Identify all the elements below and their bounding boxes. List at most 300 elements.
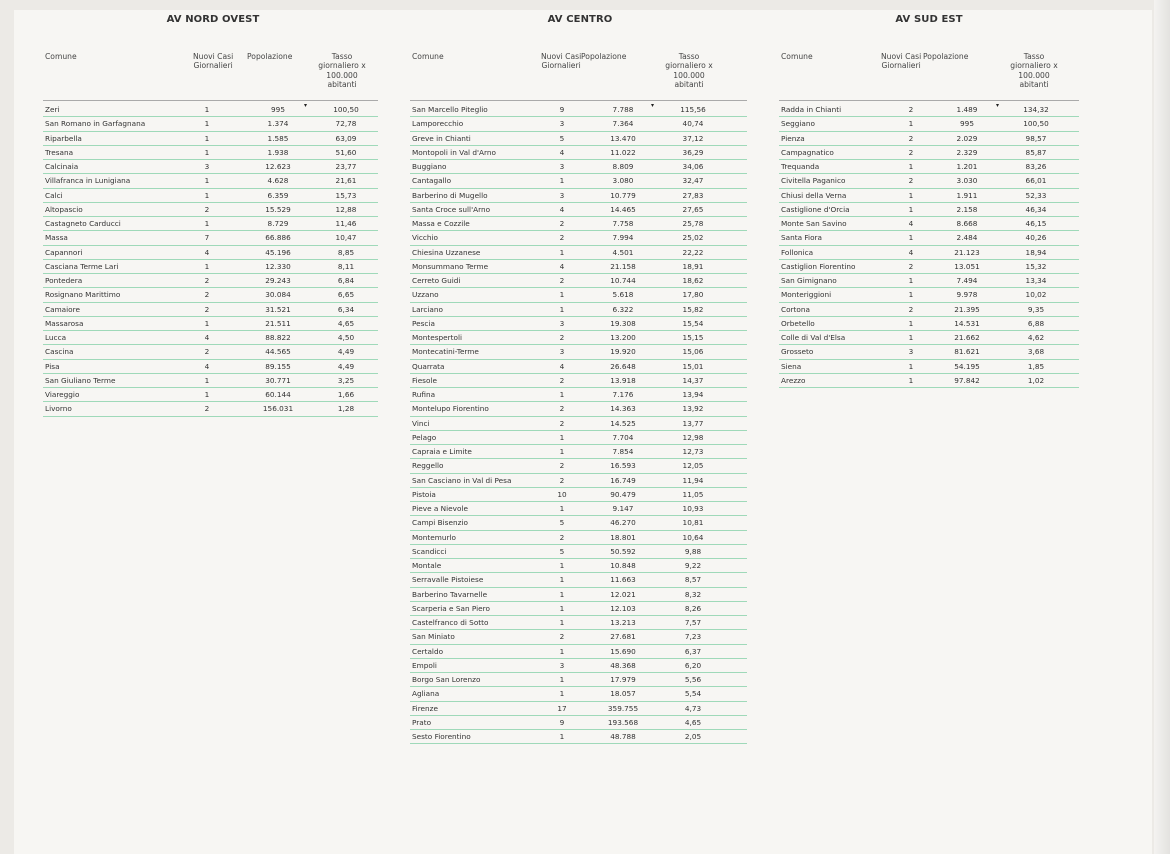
- table-row: [43, 360, 378, 374]
- cell-popolazione: 15.690: [610, 646, 636, 656]
- cell-popolazione: 29.243: [265, 276, 291, 285]
- cell-nuovi-casi: 2: [559, 276, 565, 285]
- cell-tasso: 46,34: [1025, 204, 1047, 214]
- cell-tasso: 8,26: [684, 603, 702, 613]
- cell-comune: Trequanda: [781, 162, 820, 171]
- cell-comune: Tresana: [45, 147, 74, 157]
- header-divider: [779, 100, 1079, 101]
- table-row: [43, 146, 378, 160]
- cell-popolazione: 8.809: [612, 162, 634, 171]
- cell-nuovi-casi: 4: [204, 333, 210, 342]
- cell-tasso: 7,23: [684, 632, 702, 642]
- cell-popolazione: 17.979: [610, 675, 636, 684]
- table-row: [779, 117, 1079, 131]
- cell-nuovi-casi: 1: [559, 675, 565, 684]
- column-header-comune[interactable]: Comune: [412, 52, 444, 61]
- cell-tasso: 15,15: [682, 333, 704, 342]
- cell-popolazione: 13.200: [610, 333, 636, 342]
- cell-tasso: 25,78: [682, 219, 704, 228]
- cell-popolazione: 14.531: [954, 318, 980, 328]
- header-line: Nuovi Casi: [881, 52, 922, 61]
- cell-comune: Viareggio: [45, 390, 80, 399]
- cell-comune: Pisa: [45, 361, 60, 371]
- cell-comune: Montale: [412, 561, 442, 570]
- table-row: [410, 417, 747, 431]
- table-row: [43, 402, 378, 416]
- cell-tasso: 17,80: [682, 290, 704, 300]
- header-divider: [43, 100, 378, 101]
- cell-nuovi-casi: 1: [908, 318, 914, 328]
- cell-nuovi-casi: 2: [559, 418, 565, 428]
- cell-popolazione: 9.978: [956, 290, 978, 300]
- cell-tasso: 10,02: [1025, 290, 1047, 300]
- cell-comune: Castiglione d'Orcia: [781, 204, 850, 214]
- cell-nuovi-casi: 1: [559, 247, 565, 257]
- cell-popolazione: 15.529: [265, 204, 291, 214]
- cell-tasso: 9,22: [684, 561, 702, 570]
- cell-popolazione: 995: [271, 105, 285, 114]
- cell-popolazione: 10.848: [610, 561, 636, 570]
- cell-popolazione: 18.801: [610, 532, 636, 542]
- cell-nuovi-casi: 4: [559, 361, 565, 371]
- cell-tasso: 11,46: [335, 219, 357, 228]
- cell-tasso: 27,83: [682, 190, 704, 200]
- cell-nuovi-casi: 3: [559, 162, 565, 171]
- cell-popolazione: 10.744: [610, 276, 636, 285]
- cell-popolazione: 7.758: [612, 219, 634, 228]
- cell-nuovi-casi: 4: [204, 247, 210, 257]
- cell-nuovi-casi: 2: [559, 333, 565, 342]
- table-row: [43, 260, 378, 274]
- cell-tasso: 11,94: [682, 475, 704, 485]
- cell-popolazione: 44.565: [265, 347, 291, 357]
- column-header-comune[interactable]: Comune: [45, 52, 77, 61]
- cell-comune: Montespertoli: [412, 333, 463, 342]
- cell-popolazione: 88.822: [265, 333, 291, 342]
- table-row: [779, 203, 1079, 217]
- cell-popolazione: 2.329: [956, 147, 978, 157]
- cell-nuovi-casi: 2: [204, 347, 210, 357]
- cell-popolazione: 13.918: [610, 375, 636, 385]
- cell-nuovi-casi: 1: [204, 318, 210, 328]
- cell-comune: Altopascio: [45, 204, 83, 214]
- table-row: [410, 303, 747, 317]
- cell-popolazione: 3.030: [956, 176, 978, 186]
- column-header-tasso[interactable]: [999, 52, 1069, 90]
- cell-popolazione: 193.568: [607, 717, 639, 727]
- table-row: [779, 288, 1079, 302]
- cell-nuovi-casi: 10: [557, 489, 567, 499]
- cell-comune: Pontedera: [45, 276, 83, 285]
- cell-comune: Empoli: [412, 660, 437, 670]
- cell-nuovi-casi: 4: [559, 204, 565, 214]
- cell-comune: San Marcello Piteglio: [412, 105, 488, 114]
- cell-tasso: 10,93: [682, 504, 704, 513]
- cell-popolazione: 13.051: [954, 261, 980, 271]
- cell-nuovi-casi: 2: [559, 219, 565, 228]
- cell-comune: Buggiano: [412, 162, 447, 171]
- cell-nuovi-casi: 1: [559, 390, 565, 399]
- table-row: [43, 203, 378, 217]
- cell-popolazione: 156.031: [262, 404, 294, 414]
- sort-descending-icon[interactable]: ▾: [996, 102, 1000, 109]
- cell-popolazione: 7.788: [612, 105, 634, 114]
- cell-tasso: 83,26: [1025, 162, 1047, 171]
- cell-tasso: 12,98: [682, 432, 704, 442]
- cell-tasso: 8,11: [337, 261, 355, 271]
- cell-comune: Rufina: [412, 390, 436, 399]
- cell-comune: Firenze: [412, 703, 438, 713]
- cell-comune: Uzzano: [412, 290, 439, 300]
- cell-nuovi-casi: 2: [908, 261, 914, 271]
- cell-comune: Cerreto Guidi: [412, 276, 461, 285]
- cell-tasso: 100,50: [333, 105, 359, 114]
- cell-nuovi-casi: 1: [908, 204, 914, 214]
- cell-comune: Pistoia: [412, 489, 436, 499]
- table-row: [410, 516, 747, 530]
- cell-comune: Pieve a Nievole: [412, 504, 468, 513]
- cell-nuovi-casi: 1: [204, 176, 210, 186]
- cell-nuovi-casi: 1: [559, 732, 565, 741]
- cell-popolazione: 10.779: [610, 190, 636, 200]
- column-header-tasso[interactable]: [654, 52, 724, 90]
- cell-comune: Castelfranco di Sotto: [412, 618, 489, 627]
- cell-comune: Camaiore: [45, 304, 80, 314]
- cell-comune: Grosseto: [781, 347, 814, 357]
- cell-popolazione: 8.729: [267, 219, 289, 228]
- table-row: [410, 445, 747, 459]
- cell-comune: Certaldo: [412, 646, 444, 656]
- header-divider: [410, 100, 747, 101]
- cell-comune: Pescia: [412, 318, 435, 328]
- cell-tasso: 37,12: [682, 133, 704, 143]
- cell-comune: Colle di Val d'Elsa: [781, 333, 846, 342]
- cell-nuovi-casi: 7: [204, 233, 210, 243]
- cell-comune: San Giuliano Terme: [45, 375, 116, 385]
- cell-popolazione: 12.103: [610, 603, 636, 613]
- cell-popolazione: 1.374: [267, 119, 289, 129]
- cell-nuovi-casi: 17: [557, 703, 567, 713]
- cell-tasso: 15,01: [682, 361, 704, 371]
- table-body: [410, 103, 747, 744]
- cell-popolazione: 11.663: [610, 575, 636, 585]
- cell-tasso: 13,94: [682, 390, 704, 399]
- table-row: [410, 459, 747, 473]
- header-line: giornaliero x: [1010, 61, 1058, 71]
- cell-nuovi-casi: 1: [908, 290, 914, 300]
- header-line: Tasso: [1023, 52, 1045, 61]
- cell-comune: Barberino Tavarnelle: [412, 589, 488, 599]
- cell-tasso: 15,06: [682, 347, 704, 357]
- cell-comune: Orbetello: [781, 318, 815, 328]
- cell-popolazione: 2.158: [956, 204, 978, 214]
- cell-comune: Cantagallo: [412, 176, 452, 186]
- cell-tasso: 4,62: [1027, 333, 1045, 342]
- table-row: [410, 559, 747, 573]
- cell-nuovi-casi: 2: [908, 147, 914, 157]
- column-header-nuovi-casi[interactable]: [541, 52, 581, 71]
- region-title: AV NORD OVEST: [166, 14, 260, 25]
- table-row: [779, 246, 1079, 260]
- cell-popolazione: 2.484: [956, 233, 978, 243]
- table-row: [410, 231, 747, 245]
- cell-tasso: 8,57: [684, 575, 702, 585]
- cell-popolazione: 359.755: [607, 703, 639, 713]
- cell-nuovi-casi: 1: [559, 646, 565, 656]
- cell-popolazione: 26.648: [610, 361, 636, 371]
- sort-descending-icon[interactable]: ▾: [651, 102, 655, 109]
- cell-comune: Chiesina Uzzanese: [412, 247, 481, 257]
- cell-tasso: 40,74: [682, 119, 704, 129]
- table-row: [410, 588, 747, 602]
- table-row: [410, 702, 747, 716]
- cell-popolazione: 2.029: [956, 133, 978, 143]
- cell-popolazione: 13.213: [610, 618, 636, 627]
- cell-comune: Reggello: [412, 461, 444, 471]
- column-header-nuovi-casi[interactable]: [881, 52, 921, 71]
- cell-popolazione: 14.465: [610, 204, 636, 214]
- cell-nuovi-casi: 3: [559, 660, 565, 670]
- cell-nuovi-casi: 1: [559, 575, 565, 585]
- cell-nuovi-casi: 1: [559, 290, 565, 300]
- cell-comune: San Casciano in Val di Pesa: [412, 475, 512, 485]
- cell-comune: Zeri: [45, 105, 60, 114]
- table-row: [43, 103, 378, 117]
- table-row: [410, 645, 747, 659]
- header-line: 100.000: [326, 70, 358, 80]
- table-row: [43, 388, 378, 402]
- table-row: [43, 345, 378, 359]
- cell-popolazione: 21.395: [954, 304, 980, 314]
- table-row: [410, 331, 747, 345]
- cell-tasso: 12,88: [335, 204, 357, 214]
- table-row: [410, 117, 747, 131]
- cell-comune: Follonica: [781, 247, 814, 257]
- cell-popolazione: 21.158: [610, 261, 636, 271]
- cell-nuovi-casi: 2: [204, 276, 210, 285]
- cell-popolazione: 7.704: [612, 432, 634, 442]
- cell-tasso: 10,47: [335, 233, 357, 243]
- table-row: [43, 246, 378, 260]
- header-line: Nuovi Casi: [541, 52, 582, 61]
- cell-nuovi-casi: 4: [908, 219, 914, 228]
- cell-nuovi-casi: 1: [908, 333, 914, 342]
- table-row: [779, 360, 1079, 374]
- table-row: [410, 687, 747, 701]
- cell-tasso: 6,20: [684, 660, 702, 670]
- cell-tasso: 4,49: [337, 347, 355, 357]
- cell-popolazione: 48.788: [610, 732, 636, 741]
- cell-tasso: 98,57: [1025, 133, 1047, 143]
- table-body: [43, 103, 378, 417]
- cell-popolazione: 18.057: [610, 689, 636, 699]
- cell-tasso: 4,50: [337, 333, 355, 342]
- cell-comune: Prato: [412, 717, 432, 727]
- table-row: [410, 531, 747, 545]
- column-header-popolazione[interactable]: Popolazione: [581, 52, 627, 61]
- column-header-nuovi-casi[interactable]: [193, 52, 233, 71]
- table-row: [410, 716, 747, 730]
- cell-comune: Montopoli in Val d'Arno: [412, 147, 496, 157]
- cell-tasso: 4,65: [684, 717, 702, 727]
- report-page: [14, 10, 1152, 854]
- table-row: [779, 231, 1079, 245]
- table-row: [410, 374, 747, 388]
- cell-comune: Calci: [45, 190, 63, 200]
- table-row: [410, 659, 747, 673]
- cell-tasso: 72,78: [335, 119, 357, 129]
- cell-comune: Montecatini-Terme: [412, 347, 479, 357]
- cell-popolazione: 21.662: [954, 333, 980, 342]
- cell-tasso: 6,37: [684, 646, 702, 656]
- cell-tasso: 8,85: [337, 247, 355, 257]
- cell-tasso: 2,05: [684, 732, 702, 741]
- cell-nuovi-casi: 1: [559, 447, 565, 456]
- cell-nuovi-casi: 2: [559, 404, 565, 414]
- cell-comune: San Miniato: [412, 632, 455, 642]
- cell-popolazione: 1.489: [956, 105, 978, 114]
- cell-nuovi-casi: 1: [204, 261, 210, 271]
- cell-comune: Sesto Fiorentino: [412, 732, 471, 741]
- page-edge-shadow: [1154, 0, 1170, 854]
- cell-nuovi-casi: 1: [204, 375, 210, 385]
- cell-popolazione: 1.585: [267, 133, 289, 143]
- table-row: [43, 317, 378, 331]
- header-line: giornaliero x: [318, 61, 366, 71]
- cell-comune: Lamporecchio: [412, 119, 464, 129]
- cell-nuovi-casi: 2: [559, 375, 565, 385]
- header-line: Tasso: [331, 52, 353, 61]
- cell-tasso: 6,84: [337, 276, 355, 285]
- cell-comune: Civitella Paganico: [781, 176, 846, 186]
- header-line: Nuovi Casi: [193, 52, 234, 61]
- cell-nuovi-casi: 1: [908, 162, 914, 171]
- cell-tasso: 18,94: [1025, 247, 1047, 257]
- cell-tasso: 12,73: [682, 447, 704, 456]
- cell-comune: Scarperia e San Piero: [412, 603, 490, 613]
- cell-nuovi-casi: 1: [204, 133, 210, 143]
- cell-nuovi-casi: 1: [204, 119, 210, 129]
- cell-comune: Casciana Terme Lari: [45, 261, 119, 271]
- cell-nuovi-casi: 9: [559, 105, 565, 114]
- cell-tasso: 4,65: [337, 318, 355, 328]
- cell-tasso: 1,02: [1027, 375, 1045, 385]
- cell-tasso: 21,61: [335, 176, 357, 186]
- table-row: [410, 246, 747, 260]
- table-row: [43, 160, 378, 174]
- table-row: [43, 274, 378, 288]
- table-row: [410, 360, 747, 374]
- cell-nuovi-casi: 3: [559, 119, 565, 129]
- cell-comune: Radda in Chianti: [781, 105, 842, 114]
- table-row: [410, 274, 747, 288]
- cell-popolazione: 7.176: [612, 390, 634, 399]
- cell-tasso: 9,35: [1027, 304, 1045, 314]
- cell-popolazione: 1.938: [267, 147, 289, 157]
- cell-popolazione: 46.270: [610, 518, 636, 528]
- cell-nuovi-casi: 1: [908, 361, 914, 371]
- table-row: [410, 189, 747, 203]
- cell-nuovi-casi: 4: [559, 147, 565, 157]
- cell-nuovi-casi: 1: [908, 119, 914, 129]
- table-row: [43, 288, 378, 302]
- column-header-comune[interactable]: Comune: [781, 52, 813, 61]
- cell-popolazione: 1.911: [956, 190, 978, 200]
- header-line: giornaliero x: [665, 61, 713, 71]
- cell-comune: San Romano in Garfagnana: [45, 119, 146, 129]
- cell-tasso: 23,77: [335, 162, 357, 171]
- table-row: [779, 374, 1079, 388]
- cell-nuovi-casi: 1: [559, 603, 565, 613]
- header-line: Giornalieri: [541, 61, 581, 71]
- cell-comune: Larciano: [412, 304, 443, 314]
- cell-popolazione: 12.330: [265, 261, 291, 271]
- table-header: [43, 52, 378, 110]
- cell-comune: Montemurlo: [412, 532, 456, 542]
- cell-nuovi-casi: 2: [908, 304, 914, 314]
- table-row: [410, 174, 747, 188]
- cell-tasso: 8,32: [684, 589, 702, 599]
- table-header: [779, 52, 1079, 110]
- cell-comune: Serravalle Pistoiese: [412, 575, 484, 585]
- cell-comune: Pelago: [412, 432, 437, 442]
- cell-comune: Fiesole: [412, 375, 437, 385]
- cell-popolazione: 60.144: [265, 390, 291, 399]
- cell-tasso: 15,32: [1025, 261, 1047, 271]
- cell-nuovi-casi: 1: [559, 176, 565, 186]
- cell-popolazione: 66.886: [265, 233, 291, 243]
- cell-tasso: 12,05: [682, 461, 704, 471]
- column-header-popolazione[interactable]: Popolazione: [923, 52, 969, 61]
- column-header-popolazione[interactable]: Popolazione: [247, 52, 293, 61]
- cell-comune: Monte San Savino: [781, 219, 847, 228]
- sort-descending-icon[interactable]: ▾: [304, 102, 308, 109]
- region-title: AV CENTRO: [547, 14, 613, 25]
- cell-nuovi-casi: 9: [559, 717, 565, 727]
- cell-tasso: 7,57: [684, 618, 702, 627]
- table-body: [779, 103, 1079, 388]
- cell-comune: Castagneto Carducci: [45, 219, 121, 228]
- cell-tasso: 27,65: [682, 204, 704, 214]
- cell-popolazione: 6.359: [267, 190, 289, 200]
- table-row: [410, 203, 747, 217]
- cell-comune: Massa e Cozzile: [412, 219, 470, 228]
- cell-popolazione: 7.994: [612, 233, 634, 243]
- cell-comune: Capannori: [45, 247, 83, 257]
- cell-popolazione: 30.771: [265, 375, 291, 385]
- header-line: Giornalieri: [881, 61, 921, 71]
- cell-popolazione: 81.621: [954, 347, 980, 357]
- table-row: [779, 103, 1079, 117]
- cell-popolazione: 13.470: [610, 133, 636, 143]
- cell-nuovi-casi: 3: [204, 162, 210, 171]
- cell-comune: Monsummano Terme: [412, 261, 489, 271]
- cell-comune: Siena: [781, 361, 802, 371]
- table-row: [410, 288, 747, 302]
- cell-tasso: 15,54: [682, 318, 704, 328]
- table-header: [410, 52, 747, 110]
- cell-tasso: 34,06: [682, 162, 704, 171]
- cell-tasso: 5,54: [684, 689, 702, 699]
- cell-comune: Villafranca in Lunigiana: [45, 176, 131, 186]
- table-row: [410, 431, 747, 445]
- cell-nuovi-casi: 2: [908, 105, 914, 114]
- header-line: Tasso: [678, 52, 700, 61]
- cell-popolazione: 4.501: [612, 247, 634, 257]
- cell-nuovi-casi: 2: [204, 404, 210, 414]
- column-header-tasso[interactable]: [307, 52, 377, 90]
- cell-comune: Monteriggioni: [781, 290, 832, 300]
